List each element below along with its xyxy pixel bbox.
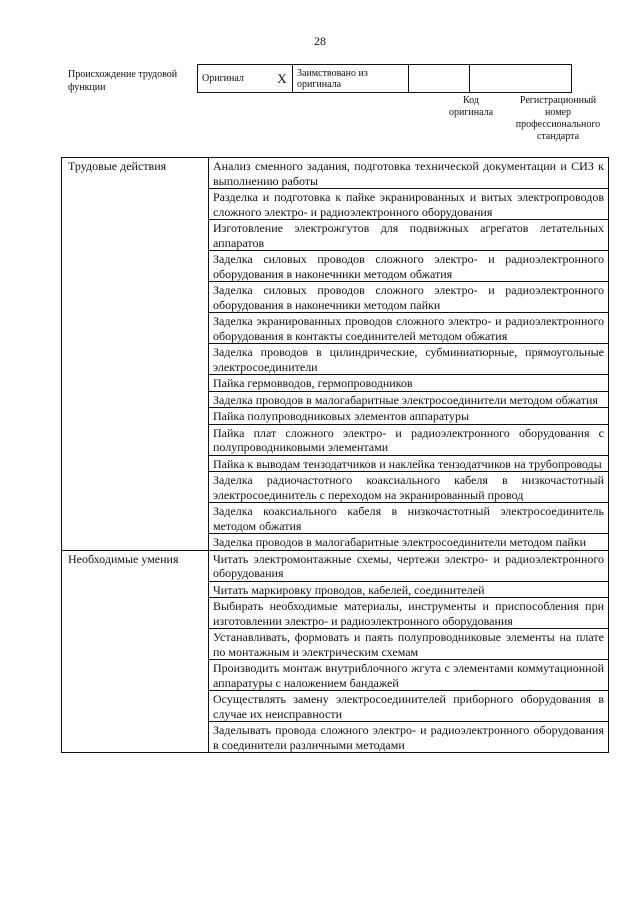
table-cell: Анализ сменного задания, подготовка технической документации и СИЗ к выполнению работы bbox=[209, 158, 609, 189]
origin-label: Происхождение трудовой функции bbox=[68, 69, 178, 93]
table-cell: Пайка гермовводов, гермопроводников bbox=[209, 375, 609, 392]
table-row bbox=[62, 158, 609, 189]
origin-reg-number-cell bbox=[470, 65, 572, 93]
table-cell: Осуществлять замену электросоединителей приборного оборудования в случае их неисправности bbox=[209, 691, 609, 722]
table-cell: Производить монтаж внутриблочного жгута с элементами коммутационной аппаратуры с наложением бандажей bbox=[209, 660, 609, 691]
table-cell: Пайка полупроводниковых элементов аппаратуры bbox=[209, 408, 609, 425]
table-cell: Читать электромонтажные схемы, чертежи электро- и радиоэлектронного оборудования bbox=[209, 550, 609, 581]
origin-table bbox=[197, 64, 572, 93]
origin-code-cell bbox=[409, 65, 470, 93]
origin-borrowed-cell: Заимствовано из оригинала bbox=[293, 65, 409, 93]
origin-mark: X bbox=[272, 65, 293, 93]
table-cell: Заделка силовых проводов сложного электро- и радиоэлектронного оборудования в наконечники методом обжатия bbox=[209, 251, 609, 282]
origin-original-cell: Оригинал bbox=[198, 65, 273, 93]
table-cell: Читать маркировку проводов, кабелей, соединителей bbox=[209, 581, 609, 598]
table-cell: Выбирать необходимые материалы, инструменты и приспособления при изготовлении электро- и радиоэлектронного оборудования bbox=[209, 598, 609, 629]
table-cell: Заделка коаксиального кабеля в низкочастотный электросоединитель методом обжатия bbox=[209, 503, 609, 534]
table-cell: Заделка проводов в малогабаритные электросоединители методом пайки bbox=[209, 534, 609, 551]
page-number: 28 bbox=[314, 34, 326, 48]
table-cell: Заделка силовых проводов сложного электро- и радиоэлектронного оборудования в наконечники методом пайки bbox=[209, 282, 609, 313]
table-cell: Заделка радиочастотного коаксиального кабеля в низкочастотный электросоединитель с переходом на экранированный провод bbox=[209, 472, 609, 503]
table-cell: Заделка проводов в цилиндрические, субминиатюрные, прямоугольные электросоединители bbox=[209, 344, 609, 375]
table-cell: Изготовление электрожгутов для подвижных агрегатов летательных аппаратов bbox=[209, 220, 609, 251]
section-title: Необходимые умения bbox=[62, 550, 209, 753]
reg-caption: Регистрационный номер профессионального стандарта bbox=[515, 95, 601, 142]
table-cell: Заделка экранированных проводов сложного электро- и радиоэлектронного оборудования в контакты соединителей методом обжатия bbox=[209, 313, 609, 344]
table-cell: Пайка к выводам тензодатчиков и наклейка тензодатчиков на трубопроводы bbox=[209, 455, 609, 472]
code-caption: Код оригинала bbox=[448, 95, 494, 118]
table-cell: Заделывать провода сложного электро- и радиоэлектронного оборудования в соединители различными методами bbox=[209, 722, 609, 753]
table-cell: Заделка проводов в малогабаритные электросоединители методом обжатия bbox=[209, 391, 609, 408]
table-cell: Пайка плат сложного электро- и радиоэлектронного оборудования с полупроводниковыми элементами bbox=[209, 424, 609, 455]
table-row bbox=[62, 550, 609, 581]
section-title: Трудовые действия bbox=[62, 158, 209, 551]
table-cell: Разделка и подготовка к пайке экранированных и витых электропроводов сложного электро- и радиоэлектронного оборудования bbox=[209, 189, 609, 220]
table-cell: Устанавливать, формовать и паять полупроводниковые элементы на плате по монтажным и электрическим схемам bbox=[209, 629, 609, 660]
functions-table bbox=[61, 157, 609, 753]
